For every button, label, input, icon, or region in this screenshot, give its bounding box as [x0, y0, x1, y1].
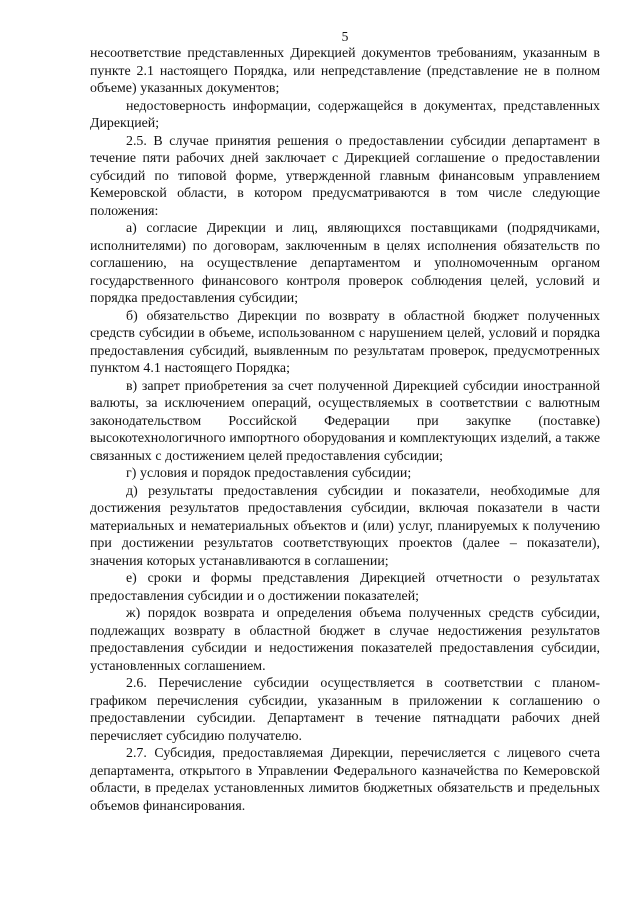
paragraph-item-b: б) обязательство Дирекции по возврату в областной бюджет полученных средств субсидии в объеме, использованном с нарушением целей, условий и порядка предоставления субсидий, выявленным по результатам проверок, предусмотренных пунктом 4.1 настоящего Порядка; — [90, 308, 600, 376]
paragraph-mismatch-documents: несоответствие представленных Дирекцией документов требованиям, указанным в пункте 2.1 настоящего Порядка, или непредставление (представление не в полном объеме) указанных документов; — [90, 46, 600, 96]
paragraph-2-6: 2.6. Перечисление субсидии осуществляется в соответствии с планом-графиком перечисления субсидии, указанным в приложении к соглашению о предоставлении субсидии. Департамент в течение пятнадцати рабочих дней перечисляет субсидию получателю. — [90, 676, 600, 744]
paragraph-item-zh: ж) порядок возврата и определения объема полученных средств субсидии, подлежащих возврату в областной бюджет в случае недостижения результатов предоставления субсидии и недостижения показателей предоставления субсидии, установленных соглашением. — [90, 606, 600, 674]
paragraph-item-d: д) результаты предоставления субсидии и показатели, необходимые для достижения результатов предоставления субсидии, включая показатели в части материальных и нематериальных объектов и (или) услуг, планируемых к получению при достижении результатов соответствующих проектов (далее – показатели), значения которых устанавливаются в соглашении; — [90, 483, 600, 569]
paragraph-unreliable-info: недостоверность информации, содержащейся в документах, представленных Дирекцией; — [90, 98, 600, 131]
paragraph-item-a: а) согласие Дирекции и лиц, являющихся поставщиками (подрядчиками, исполнителями) по договорам, заключенным в целях исполнения обязательств по соглашению, на осуществление департаментом и уполномоченным органом государственного финансового контроля проверок соблюдения целей, условий и порядка предоставления субсидии; — [90, 221, 600, 306]
page-number: 5 — [341, 29, 349, 44]
paragraph-item-e: е) сроки и формы представления Дирекцией отчетности о результатах предоставления субсидии и о достижении показателей; — [90, 571, 600, 604]
paragraph-2-5: 2.5. В случае принятия решения о предоставлении субсидии департамент в течение пяти рабочих дней заключает с Дирекцией соглашение о предоставлении субсидий по типовой форме, утвержденной главным финансовым управлением Кемеровской области, в котором предусматриваются в том числе следующие положения: — [90, 133, 600, 219]
paragraph-item-g: г) условия и порядок предоставления субсидии; — [126, 466, 412, 481]
paragraph-item-v: в) запрет приобретения за счет полученной Дирекцией субсидии иностранной валюты, за исключением операций, осуществляемых в соответствии с валютным законодательством Российской Федерации при закупке (поставке) высокотехнологичного импортного оборудования и комплектующих изделий, а также связанных с достижением целей предоставления субсидии; — [90, 378, 600, 464]
paragraph-2-7: 2.7. Субсидия, предоставляемая Дирекции, перечисляется с лицевого счета департамента, открытого в Управлении Федерального казначейства по Кемеровской области, в пределах установленных лимитов бюджетных обязательств и предельных объемов финансирования. — [90, 746, 600, 814]
document-page — [90, 28, 600, 888]
